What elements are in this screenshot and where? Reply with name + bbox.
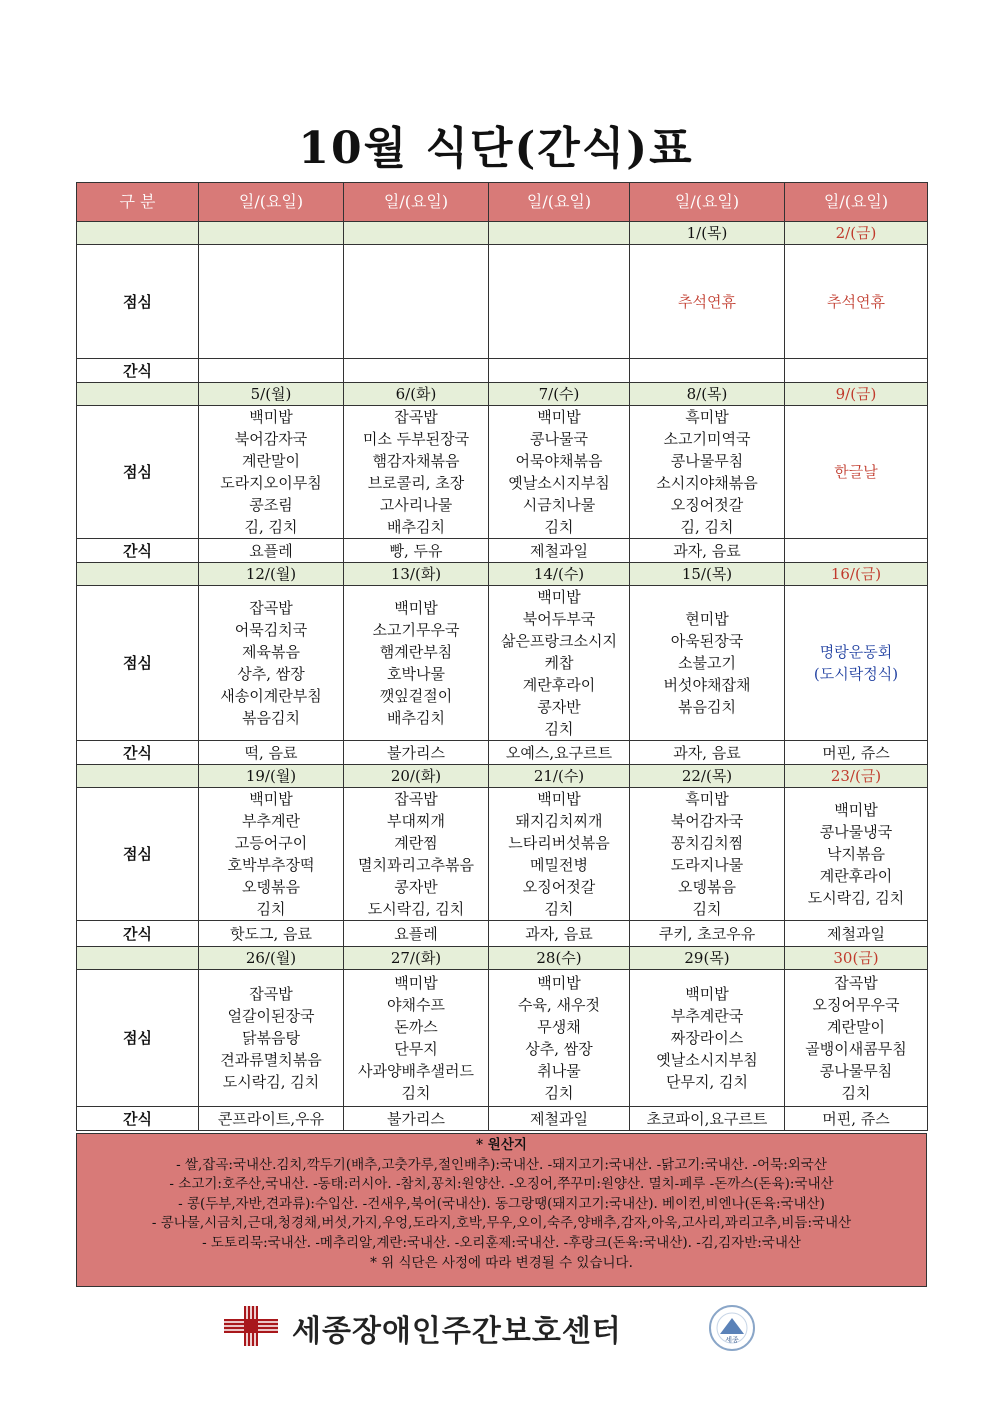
menu-item: 흑미밥 [685, 790, 729, 808]
lunch-cell [199, 586, 344, 741]
snack-cell: 불가리스 [344, 1107, 489, 1131]
menu-item: 고등어구이 [234, 834, 308, 852]
menu-item: 느타리버섯볶음 [508, 834, 610, 852]
date-cell: 22/(목) [630, 765, 785, 788]
date-cell [344, 222, 489, 245]
snack-cell [630, 359, 785, 383]
menu-item: 김치 [544, 1084, 574, 1102]
menu-item: 새송이계란부침 [220, 687, 322, 705]
menu-item: 콩조림 [249, 496, 293, 514]
menu-item: 얼갈이된장국 [227, 1007, 315, 1025]
menu-item: 부추계란 [242, 812, 300, 830]
menu-item: 백미밥 [537, 408, 581, 426]
menu-item: 볶음김치 [242, 709, 300, 727]
date-cell: 7/(수) [489, 383, 630, 406]
lunch-cell [489, 788, 630, 921]
menu-table [76, 182, 928, 1131]
date-cell: 27/(화) [344, 947, 489, 970]
menu-item: 꽁치김치찜 [670, 834, 744, 852]
menu-item: 햄계란부침 [379, 643, 453, 661]
menu-item: 오징어젓갈 [522, 878, 596, 896]
snack-cell: 과자, 음료 [630, 741, 785, 765]
snack-cell: 제철과일 [785, 921, 928, 947]
lunch-cell [785, 245, 928, 359]
menu-item: 백미밥 [249, 408, 293, 426]
menu-item: 케찹 [544, 654, 574, 672]
menu-item: 김, 김치 [244, 518, 298, 536]
menu-item: 오뎅볶음 [242, 878, 300, 896]
menu-item: 도시락김, 김치 [807, 889, 905, 907]
origin-line: - 콩나물,시금치,근대,청경채,버섯,가지,우엉,도라지,호박,무우,오이,숙주,양배추,감자,아욱,고사리,꽈리고추,비듬:국내산 [151, 1215, 852, 1232]
menu-item: 사과양배추샐러드 [358, 1062, 474, 1080]
origin-line: - 콩(두부,자반,견과류):수입산. -건새우,북어(국내산). 동그랑땡(돼지고기:국내산). 베이컨,비엔나(돈육:국내산) [178, 1195, 825, 1212]
menu-item: 아욱된장국 [670, 632, 744, 650]
snack-label: 간식 [77, 741, 199, 765]
menu-item: 상추, 쌈장 [525, 1040, 593, 1058]
menu-item: 도라지나물 [670, 856, 744, 874]
snack-cell: 과자, 음료 [489, 921, 630, 947]
menu-item: 배추김치 [387, 709, 445, 727]
caritas-cross-icon [220, 1304, 282, 1352]
menu-item: 잡곡밥 [394, 408, 438, 426]
snack-row [77, 539, 928, 563]
menu-item: 현미밥 [685, 610, 729, 628]
menu-item: 깻잎겉절이 [379, 687, 453, 705]
date-cell: 29(목) [630, 947, 785, 970]
date-cell: 6/(화) [344, 383, 489, 406]
menu-item: 오징어무우국 [812, 996, 900, 1014]
page-title: 10월 식단(간식)표 [298, 123, 694, 174]
snack-cell: 떡, 음료 [199, 741, 344, 765]
menu-item: 오뎅볶음 [678, 878, 736, 896]
lunch-row [77, 245, 928, 359]
menu-item: 추석연휴 [827, 292, 885, 311]
snack-row [77, 741, 928, 765]
menu-item: 부대찌개 [387, 812, 445, 830]
menu-item: 잡곡밥 [249, 599, 293, 617]
menu-item: 북어감자국 [234, 430, 308, 448]
lunch-row [77, 586, 928, 741]
menu-item: 메밀전병 [530, 856, 588, 874]
menu-item: 견과류멸치볶음 [220, 1051, 322, 1069]
menu-item: 돼지김치찌개 [515, 812, 603, 830]
date-cell: 19/(월) [199, 765, 344, 788]
date-cell: 26/(월) [199, 947, 344, 970]
menu-item: 콩나물국 [530, 430, 588, 448]
header-day-col: 일/(요일) [630, 183, 785, 222]
menu-item: 백미밥 [834, 801, 878, 819]
menu-item: 콩나물무침 [819, 1062, 893, 1080]
menu-item: 콩나물냉국 [819, 823, 893, 841]
menu-item: 콩나물무침 [670, 452, 744, 470]
lunch-cell [630, 245, 785, 359]
menu-item: 돈까스 [394, 1018, 438, 1036]
snack-cell [785, 539, 928, 563]
lunch-cell [199, 970, 344, 1107]
date-row [77, 563, 928, 586]
menu-item: 볶음김치 [678, 698, 736, 716]
lunch-cell [630, 970, 785, 1107]
snack-cell: 요플레 [199, 539, 344, 563]
menu-item: 북어감자국 [670, 812, 744, 830]
date-cell: 14/(수) [489, 563, 630, 586]
header-day-col: 일/(요일) [785, 183, 928, 222]
origin-line: - 소고기:호주산,국내산. -동태:러시아. -참치,꽁치:원양산. -오징어,쭈꾸미:원양산. 멸치-페루 -돈까스(돈육):국내산 [169, 1176, 834, 1193]
menu-item: 한글날 [834, 463, 878, 481]
snack-row [77, 921, 928, 947]
menu-item: 김치 [256, 900, 286, 918]
menu-item: 도시락김, 김치 [367, 900, 465, 918]
date-cell: 15/(목) [630, 563, 785, 586]
lunch-cell [489, 970, 630, 1107]
lunch-label: 점심 [77, 245, 199, 359]
date-cell: 1/(목) [630, 222, 785, 245]
origin-line: - 도토리묵:국내산. -메추리알,계란:국내산. -오리훈제:국내산. -후랑크(돈육:국내산). -김,김자반:국내산 [202, 1234, 801, 1251]
snack-cell: 불가리스 [344, 741, 489, 765]
menu-item: 명랑운동회 [819, 643, 893, 661]
menu-item: 백미밥 [537, 588, 581, 606]
menu-item: 소시지야채볶음 [656, 474, 758, 492]
menu-item: 북어두부국 [522, 610, 596, 628]
menu-item: 백미밥 [685, 985, 729, 1003]
lunch-cell [344, 406, 489, 539]
menu-item: 김, 김치 [680, 518, 734, 536]
header-row [77, 183, 928, 222]
seal-text: 세종 [725, 1336, 739, 1344]
menu-item: 고사리나물 [379, 496, 453, 514]
snack-cell: 요플레 [344, 921, 489, 947]
lunch-cell [630, 586, 785, 741]
snack-label: 간식 [77, 921, 199, 947]
snack-label: 간식 [77, 539, 199, 563]
date-row [77, 222, 928, 245]
snack-cell [199, 359, 344, 383]
snack-cell [489, 359, 630, 383]
lunch-label: 점심 [77, 406, 199, 539]
menu-item: 부추계란국 [670, 1007, 744, 1025]
menu-item: 배추김치 [387, 518, 445, 536]
origin-note: * 위 식단은 사정에 따라 변경될 수 있습니다. [370, 1254, 633, 1271]
snack-cell: 제철과일 [489, 539, 630, 563]
menu-item: 시금치나물 [522, 496, 596, 514]
org-name: 세종장애인주간보호센터 [292, 1314, 622, 1349]
lunch-label: 점심 [77, 788, 199, 921]
date-cell: 21/(수) [489, 765, 630, 788]
date-row-label [77, 765, 199, 788]
menu-item: 오징어젓갈 [670, 496, 744, 514]
menu-item: 잡곡밥 [394, 790, 438, 808]
menu-item: 김치 [544, 900, 574, 918]
date-row-label [77, 947, 199, 970]
lunch-row [77, 406, 928, 539]
menu-item: 김치 [544, 518, 574, 536]
date-row [77, 383, 928, 406]
menu-item: 브로콜리, 초장 [367, 474, 465, 492]
date-row [77, 765, 928, 788]
menu-item: 멸치꽈리고추볶음 [358, 856, 474, 874]
lunch-cell [785, 788, 928, 921]
menu-item: 백미밥 [537, 974, 581, 992]
menu-item: 계란찜 [394, 834, 438, 852]
snack-label: 간식 [77, 1107, 199, 1131]
menu-item: 김치 [544, 720, 574, 738]
origin-heading: * 원산지 [476, 1137, 527, 1153]
menu-item: 미소 두부된장국 [362, 430, 470, 448]
lunch-cell [344, 586, 489, 741]
date-cell [199, 222, 344, 245]
menu-item: 콩자반 [394, 878, 438, 896]
snack-label: 간식 [77, 359, 199, 383]
lunch-row [77, 970, 928, 1107]
header-day-col: 일/(요일) [344, 183, 489, 222]
menu-item: 상추, 쌈장 [237, 665, 305, 683]
menu-item: 백미밥 [394, 974, 438, 992]
date-cell: 9/(금) [785, 383, 928, 406]
snack-cell: 핫도그, 음료 [199, 921, 344, 947]
lunch-cell [489, 245, 630, 359]
lunch-cell [344, 788, 489, 921]
menu-item: 계란후라이 [522, 676, 596, 694]
menu-item: 단무지 [394, 1040, 438, 1058]
snack-row [77, 1107, 928, 1131]
menu-item: 흑미밥 [685, 408, 729, 426]
lunch-cell [199, 788, 344, 921]
menu-item: 수육, 새우젓 [518, 996, 600, 1014]
menu-item: 옛날소시지부침 [508, 474, 610, 492]
footer [220, 1302, 780, 1352]
menu-item: 어묵야채볶음 [515, 452, 603, 470]
menu-item: 계란말이 [242, 452, 300, 470]
menu-item: 콩자반 [537, 698, 581, 716]
menu-item: 어묵김치국 [234, 621, 308, 639]
date-cell: 16/(금) [785, 563, 928, 586]
menu-item: 김치 [401, 1084, 431, 1102]
menu-item: 소고기미역국 [663, 430, 751, 448]
snack-cell: 오예스,요구르트 [489, 741, 630, 765]
header-day-col: 일/(요일) [199, 183, 344, 222]
menu-item: 소고기무우국 [372, 621, 460, 639]
menu-item: 잡곡밥 [834, 974, 878, 992]
menu-item: 무생채 [537, 1018, 581, 1036]
menu-item: 호박나물 [387, 665, 445, 683]
snack-cell: 초코파이,요구르트 [630, 1107, 785, 1131]
date-cell: 28(수) [489, 947, 630, 970]
header-label: 구 분 [77, 183, 199, 222]
lunch-label: 점심 [77, 970, 199, 1107]
header-day-col: 일/(요일) [489, 183, 630, 222]
lunch-cell [344, 970, 489, 1107]
date-row-label [77, 383, 199, 406]
menu-item: 옛날소시지부침 [656, 1051, 758, 1069]
menu-item: 추석연휴 [678, 292, 736, 311]
menu-item: 계란말이 [827, 1018, 885, 1036]
menu-item: 낙지볶음 [827, 845, 885, 863]
menu-item: 제육볶음 [242, 643, 300, 661]
snack-cell: 머핀, 쥬스 [785, 1107, 928, 1131]
lunch-cell [344, 245, 489, 359]
snack-cell: 빵, 두유 [344, 539, 489, 563]
date-cell [489, 222, 630, 245]
menu-item: 삶은프랑크소시지 [501, 632, 617, 650]
lunch-cell [630, 788, 785, 921]
date-cell: 8/(목) [630, 383, 785, 406]
date-cell: 30(금) [785, 947, 928, 970]
snack-cell: 과자, 음료 [630, 539, 785, 563]
menu-item: 소불고기 [678, 654, 736, 672]
snack-cell: 머핀, 쥬스 [785, 741, 928, 765]
lunch-label: 점심 [77, 586, 199, 741]
lunch-cell [785, 586, 928, 741]
menu-item: 버섯야채잡채 [663, 676, 751, 694]
menu-item: 야채수프 [387, 996, 445, 1014]
lunch-cell [630, 406, 785, 539]
menu-item: 호박부추장떡 [227, 856, 315, 874]
menu-item: 계란후라이 [819, 867, 893, 885]
snack-cell: 제철과일 [489, 1107, 630, 1131]
menu-item: 도라지오이무침 [220, 474, 322, 492]
date-cell: 2/(금) [785, 222, 928, 245]
menu-item: 백미밥 [394, 599, 438, 617]
snack-cell: 쿠키, 초코우유 [630, 921, 785, 947]
date-cell: 20/(화) [344, 765, 489, 788]
date-cell: 23/(금) [785, 765, 928, 788]
menu-item: 백미밥 [537, 790, 581, 808]
snack-cell [785, 359, 928, 383]
menu-item: 김치 [841, 1084, 871, 1102]
lunch-cell [489, 586, 630, 741]
date-cell: 5/(월) [199, 383, 344, 406]
menu-item: 백미밥 [249, 790, 293, 808]
origin-info [76, 1133, 927, 1287]
menu-item: (도시락정식) [813, 665, 899, 683]
origin-line: - 쌀,잡곡:국내산.김치,깍두기(배추,고춧가루,절인배추):국내산. -돼지고기:국내산. -닭고기:국내산. -어묵:외국산 [176, 1156, 827, 1173]
menu-item: 잡곡밥 [249, 985, 293, 1003]
date-cell: 12/(월) [199, 563, 344, 586]
lunch-cell [199, 406, 344, 539]
lunch-cell [489, 406, 630, 539]
menu-item: 짜장라이스 [670, 1029, 744, 1047]
menu-item: 닭볶음탕 [242, 1029, 300, 1047]
lunch-cell [785, 406, 928, 539]
lunch-row [77, 788, 928, 921]
date-row [77, 947, 928, 970]
menu-item: 골뱅이새콤무침 [805, 1040, 907, 1058]
date-row-label [77, 222, 199, 245]
lunch-cell [785, 970, 928, 1107]
snack-cell [344, 359, 489, 383]
menu-item: 햄감자채볶음 [372, 452, 460, 470]
sejong-city-seal-icon [708, 1304, 756, 1356]
snack-cell: 콘프라이트,우유 [199, 1107, 344, 1131]
lunch-cell [199, 245, 344, 359]
menu-item: 도시락김, 김치 [222, 1073, 320, 1091]
snack-row [77, 359, 928, 383]
menu-item: 김치 [692, 900, 722, 918]
date-row-label [77, 563, 199, 586]
menu-item: 취나물 [537, 1062, 581, 1080]
menu-item: 단무지, 김치 [666, 1073, 748, 1091]
date-cell: 13/(화) [344, 563, 489, 586]
